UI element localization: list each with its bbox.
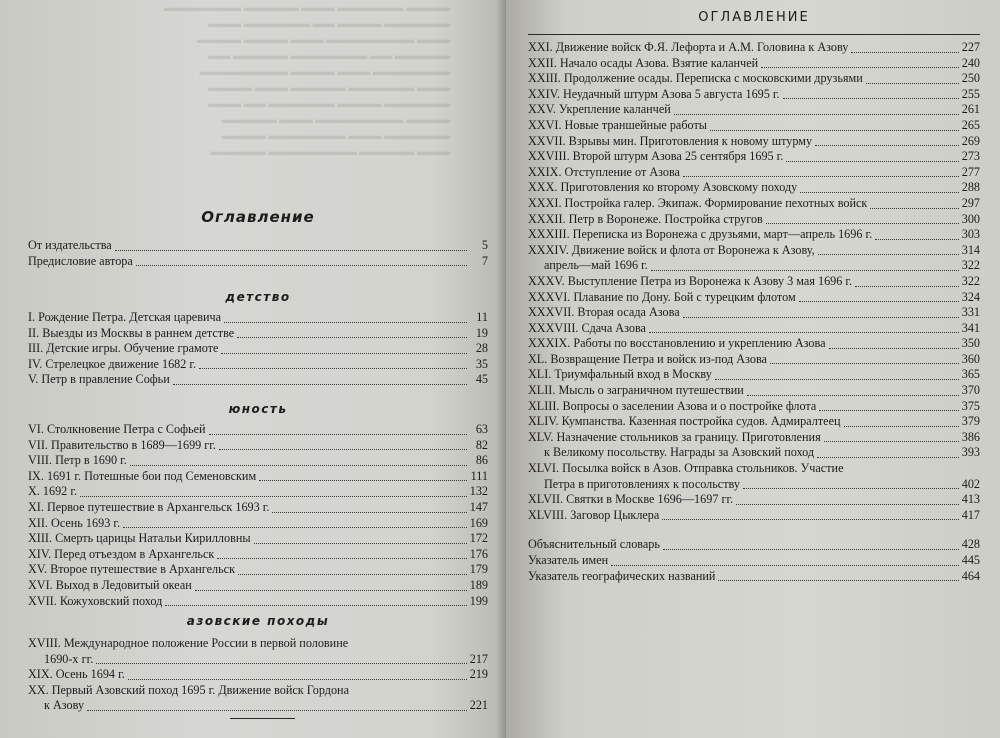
toc-entry: IV. Стрелецкое движение 1682 г. 35 — [28, 356, 488, 371]
toc-entry: XVII. Кожуховский поход 199 — [28, 593, 488, 608]
section-detstvo — [28, 290, 488, 388]
toc-title: Оглавление — [201, 208, 315, 226]
toc-entry: XXXI. Постройка галер. Экипаж. Формирование пехотных войск 297 — [528, 195, 980, 210]
toc-entry: XXX. Приготовления ко второму Азовскому походу 288 — [528, 180, 980, 195]
toc-entry: XXI. Движение войск Ф.Я. Лефорта и А.М. Головина к Азову 227 — [528, 40, 980, 54]
toc-entry: XIV. Перед отъездом в Архангельск 176 — [28, 546, 488, 561]
toc-entry: IX. 1691 г. Потешные бои под Семеновским 111 — [28, 468, 488, 483]
toc-entry: XVI. Выход в Ледовитый океан 189 — [28, 577, 488, 592]
toc-entry: XXXVIII. Сдача Азова 341 — [528, 320, 980, 335]
toc-entry: XV. Второе путешествие в Архангельск 179 — [28, 562, 488, 577]
toc-entry: II. Выезды из Москвы в раннем детстве 19 — [28, 325, 488, 340]
toc-entry: V. Петр в правление Софьи 45 — [28, 372, 488, 387]
toc-entry: XI. Первое путешествие в Архангельск 1693 г. 147 — [28, 499, 488, 514]
header-rule — [528, 34, 980, 35]
toc-entry: XIII. Смерть царицы Натальи Кирилловны 172 — [28, 531, 488, 546]
toc-entry: XXV. Укрепление каланчей 261 — [528, 102, 980, 117]
section-azov — [28, 614, 488, 714]
toc-entry: XXVII. Взрывы мин. Приготовления к новому штурму 269 — [528, 133, 980, 148]
right-page — [506, 0, 1000, 738]
right-toc-list — [528, 40, 980, 584]
section-heading: юность — [228, 402, 288, 416]
toc-entry: III. Детские игры. Обучение грамоте 28 — [28, 341, 488, 356]
toc-entry: XXXIV. Движение войск и флота от Воронежа к Азову, 314 апрель—май 1696 г. 322 — [528, 242, 980, 273]
toc-entry: XIX. Осень 1694 г. 219 — [28, 667, 488, 682]
toc-entry: XLIV. Кумпанства. Казенная постройка судов. Адмиралтеец 379 — [528, 414, 980, 429]
toc-entry: XXIII. Продолжение осады. Переписка с московскими друзьями 250 — [528, 71, 980, 86]
toc-appendix-entry: Указатель географических названий 464 — [528, 568, 980, 583]
toc-entry: Предисловие автора 7 — [28, 253, 488, 268]
right-header — [528, 10, 980, 25]
toc-entry: X. 1692 г. 132 — [28, 484, 488, 499]
show-through-text: ▬▬▬▬ ▬▬▬▬▬▬ ▬▬▬ ▬▬▬▬▬ ▬▬▬▬▬▬▬ ▬▬▬▬▬▬ ▬▬▬▬ ▬▬ ▬▬▬▬▬▬ ▬▬▬ ▬▬▬ ▬▬▬▬▬▬▬▬ ▬▬▬ ▬▬▬▬ ▬▬▬▬ ▬▬▬▬▬ ▬▬ ▬▬▬▬▬▬▬ ▬▬▬▬▬ ▬▬ ▬▬▬▬▬▬▬ ▬▬▬ ▬▬▬▬ ▬▬▬▬▬▬▬▬ ▬▬▬ ▬▬▬▬▬▬ ▬▬▬▬▬ ▬▬▬ ▬▬▬▬ ▬▬▬▬▬▬ ▬▬▬▬ ▬▬▬▬▬▬ ▬▬ ▬▬▬ ▬▬▬▬ ▬▬▬▬▬▬▬▬ ▬▬▬ ▬▬▬▬▬ ▬▬▬▬▬▬ ▬▬▬ ▬▬▬▬▬▬▬ ▬▬▬▬ ▬▬▬ ▬▬▬▬▬ ▬▬▬▬▬▬▬▬ ▬▬▬▬▬ — [164, 2, 450, 158]
running-header: ОГЛАВЛЕНИЕ — [698, 10, 810, 25]
toc-entry: XLV. Назначение стольников за границу. Приготовления 386 к Великому посольству. Награды за Азовский поход 393 — [528, 429, 980, 460]
toc-appendix-entry: Объяснительный словарь 428 — [528, 537, 980, 552]
toc-entry: XLII. Мысль о заграничном путешествии 370 — [528, 383, 980, 398]
section-heading: детство — [225, 290, 291, 304]
toc-entry: XLVI. Посылка войск в Азов. Отправка стольников. Участие Петра в приготовлениях к посольству 402 — [528, 461, 980, 491]
toc-entry: XXIV. Неудачный штурм Азова 5 августа 1695 г. 255 — [528, 86, 980, 101]
toc-entry: XXVI. Новые траншейные работы 265 — [528, 117, 980, 132]
toc-entry: XLVIII. Заговор Цыклера 417 — [528, 507, 980, 522]
toc-front — [28, 208, 488, 269]
toc-entry: VI. Столкновение Петра с Софьей 63 — [28, 422, 488, 436]
toc-entry: От издательства 5 — [28, 238, 488, 252]
toc-entry: XXXV. Выступление Петра из Воронежа к Азову 3 мая 1696 г. 322 — [528, 273, 980, 288]
toc-entry: XXIX. Отступление от Азова 277 — [528, 164, 980, 179]
toc-entry: XLVII. Святки в Москве 1696—1697 гг. 413 — [528, 492, 980, 507]
toc-entry: XXVIII. Второй штурм Азова 25 сентября 1695 г. 273 — [528, 149, 980, 164]
toc-entry: XXXIII. Переписка из Воронежа с друзьями, март—апрель 1696 г. 303 — [528, 227, 980, 242]
section-heading: азовские походы — [186, 614, 330, 628]
toc-entry: XLIII. Вопросы о заселении Азова и о постройке флота 375 — [528, 398, 980, 413]
toc-entry: VIII. Петр в 1690 г. 86 — [28, 453, 488, 468]
toc-entry: I. Рождение Петра. Детская царевича 11 — [28, 310, 488, 324]
toc-entry: XII. Осень 1693 г. 169 — [28, 515, 488, 530]
toc-entry: XXII. Начало осады Азова. Взятие каланчей 240 — [528, 55, 980, 70]
toc-entry: XVIII. Международное положение России в первой половине 1690-х гг. 217 — [28, 636, 488, 666]
toc-entry: XXXVII. Вторая осада Азова 331 — [528, 305, 980, 320]
toc-entry: XXXII. Петр в Воронеже. Постройка стругов 300 — [528, 211, 980, 226]
toc-appendix-entry: Указатель имен 445 — [528, 553, 980, 567]
toc-entry: XXXVI. Плавание по Дону. Бой с турецким флотом 324 — [528, 289, 980, 304]
toc-entry: XX. Первый Азовский поход 1695 г. Движение войск Гордона к Азову 221 — [28, 682, 488, 713]
toc-entry: XXXIX. Работы по восстановлению и укреплению Азова 350 — [528, 336, 980, 351]
section-yunost — [28, 402, 488, 609]
toc-entry: XL. Возвращение Петра и войск из-под Азова 360 — [528, 351, 980, 366]
toc-entry: XLI. Триумфальный вход в Москву 365 — [528, 367, 980, 382]
toc-entry: VII. Правительство в 1689—1699 гг. 82 — [28, 437, 488, 452]
end-rule — [230, 718, 295, 719]
